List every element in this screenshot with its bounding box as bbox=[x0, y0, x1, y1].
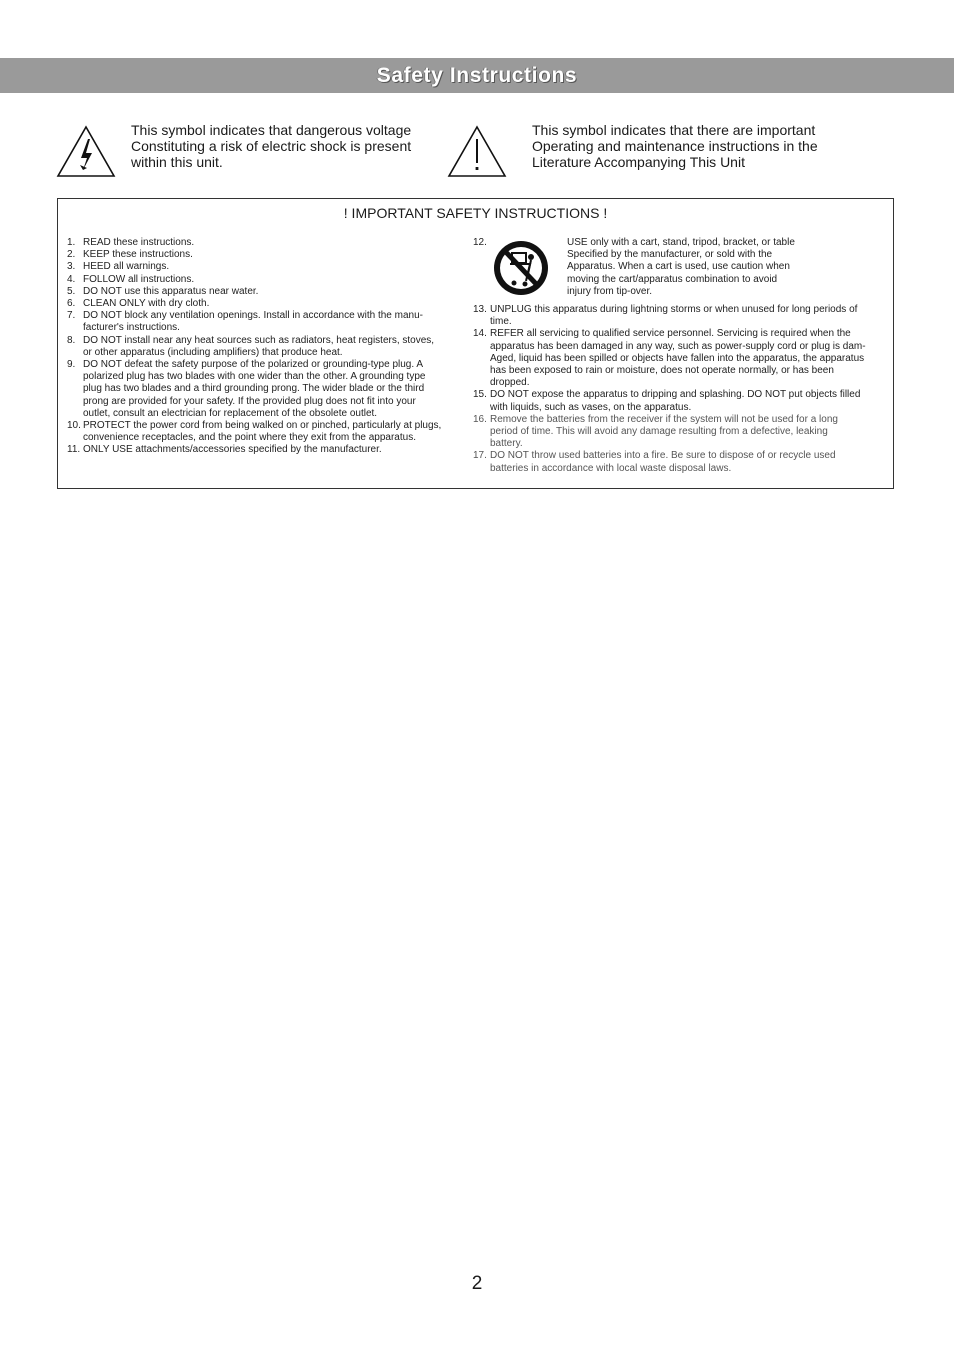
item-number: 11. bbox=[67, 444, 81, 456]
list-item bbox=[473, 328, 887, 389]
item-text bbox=[83, 237, 194, 249]
item-text bbox=[83, 298, 209, 310]
item-line: apparatus has been damaged in any way, such as power-supply cord or plug is dam- bbox=[490, 340, 866, 352]
list-item bbox=[67, 298, 465, 310]
item-number: 6. bbox=[67, 298, 76, 310]
item-line: ONLY USE attachments/accessories specified by the manufacturer. bbox=[83, 444, 382, 456]
item-line: DO NOT use this apparatus near water. bbox=[83, 285, 259, 297]
item-line: REFER all servicing to qualified service personnel. Servicing is required when the bbox=[490, 328, 851, 340]
item-text bbox=[83, 249, 193, 261]
list-item bbox=[67, 286, 465, 298]
list-item bbox=[67, 444, 465, 456]
item-line: DO NOT install near any heat sources such as radiators, heat registers, stoves, bbox=[83, 334, 435, 346]
item-number: 5. bbox=[67, 285, 76, 297]
item-line: Specified by the manufacturer, or sold with the bbox=[567, 249, 773, 261]
item-line: prong are provided for your safety. If the provided plug does not fit into your bbox=[83, 395, 416, 407]
symbol-description-instructions bbox=[532, 122, 842, 170]
item-line: READ these instructions. bbox=[83, 237, 195, 248]
symbol-line: This symbol indicates that there are important bbox=[532, 122, 816, 138]
list-item bbox=[67, 237, 465, 249]
item-line: batteries in accordance with local waste disposal laws. bbox=[490, 462, 732, 474]
item-number: 10. bbox=[67, 420, 81, 432]
box-title: ! IMPORTANT SAFETY INSTRUCTIONS ! bbox=[343, 205, 608, 221]
list-item bbox=[473, 304, 887, 328]
list-item bbox=[473, 450, 887, 474]
item-number: 14. bbox=[473, 328, 487, 340]
item-line: has been exposed to rain or moisture, does not operate normally, or has been bbox=[490, 365, 834, 377]
list-item bbox=[67, 420, 465, 444]
list-item bbox=[67, 249, 465, 261]
item-text bbox=[83, 310, 423, 334]
instructions-right-column bbox=[473, 237, 887, 475]
item-number: 3. bbox=[67, 261, 76, 273]
item-text bbox=[490, 389, 860, 413]
lightning-warning-triangle-icon bbox=[56, 125, 116, 178]
item-text bbox=[490, 414, 838, 451]
item-line: dropped. bbox=[490, 377, 530, 389]
item-line: DO NOT throw used batteries into a fire. Be sure to dispose of or recycle used bbox=[490, 450, 836, 462]
page-title: Safety Instructions bbox=[376, 63, 578, 87]
list-item bbox=[67, 261, 465, 273]
symbol-line: This symbol indicates that dangerous voltage bbox=[131, 122, 412, 138]
item-number: 16. bbox=[473, 413, 487, 425]
list-item bbox=[67, 310, 465, 334]
item-line: Apparatus. When a cart is used, use caution when bbox=[567, 261, 790, 273]
item-text bbox=[567, 237, 827, 298]
symbol-description-voltage bbox=[131, 122, 431, 170]
item-number: 2. bbox=[67, 249, 76, 261]
item-line: KEEP these instructions. bbox=[83, 249, 193, 261]
item-number: 15. bbox=[473, 389, 487, 401]
item-number: 12. bbox=[473, 237, 487, 248]
list-item bbox=[473, 414, 887, 451]
item-line: polarized plug has two blades with one wider than the other. A grounding type bbox=[83, 371, 426, 383]
item-text bbox=[83, 444, 382, 456]
symbol-line: Operating and maintenance instructions in the bbox=[532, 138, 818, 154]
item-text bbox=[490, 304, 857, 328]
item-line: or other apparatus (including amplifiers) that produce heat. bbox=[83, 346, 343, 358]
item-line: DO NOT defeat the safety purpose of the polarized or grounding-type plug. A bbox=[83, 359, 424, 371]
page-number: 2 bbox=[471, 1273, 483, 1294]
item-line: with liquids, such as vases, on the apparatus. bbox=[490, 401, 692, 413]
item-line: Aged, liquid has been spilled or objects have fallen into the apparatus, the apparatus bbox=[490, 352, 865, 364]
item-text bbox=[83, 286, 258, 298]
item-text bbox=[83, 420, 441, 444]
item-line: DO NOT block any ventilation openings. Install in accordance with the manu- bbox=[83, 310, 423, 322]
item-number: 7. bbox=[67, 310, 76, 322]
item-line: DO NOT expose the apparatus to dripping and splashing. DO NOT put objects filled bbox=[490, 389, 861, 401]
item-line: outlet, consult an electrician for replacement of the obsolete outlet. bbox=[83, 407, 378, 419]
item-line: battery. bbox=[490, 438, 523, 450]
symbol-line: Literature Accompanying This Unit bbox=[532, 154, 745, 170]
item-text bbox=[83, 359, 425, 420]
item-line: CLEAN ONLY with dry cloth. bbox=[83, 298, 210, 310]
item-line: USE only with a cart, stand, tripod, bracket, or table bbox=[567, 237, 795, 248]
exclamation-warning-triangle-icon bbox=[447, 125, 507, 178]
list-item-cart-warning bbox=[473, 237, 887, 304]
symbol-line: within this unit. bbox=[131, 154, 223, 170]
symbol-line: Constituting a risk of electric shock is present bbox=[131, 138, 412, 154]
item-line: injury from tip-over. bbox=[567, 285, 653, 297]
item-number: 13. bbox=[473, 304, 487, 315]
item-text bbox=[490, 328, 866, 389]
item-line: Remove the batteries from the receiver if the system will not be used for a long bbox=[490, 413, 838, 425]
cart-tip-over-warning-icon bbox=[490, 237, 552, 299]
item-text bbox=[490, 450, 836, 474]
item-line: plug has two blades and a third grounding prong. The wider blade or the third bbox=[83, 383, 425, 395]
item-number: 4. bbox=[67, 273, 76, 285]
item-text bbox=[83, 261, 169, 273]
item-text bbox=[83, 335, 434, 359]
item-line: UNPLUG this apparatus during lightning storms or when unused for long periods of bbox=[490, 304, 858, 315]
title-bar bbox=[0, 58, 954, 93]
item-number: 9. bbox=[67, 359, 76, 371]
list-item bbox=[67, 359, 465, 420]
list-item bbox=[67, 274, 465, 286]
item-line: period of time. This will avoid any damage resulting from a defective, leaking bbox=[490, 426, 828, 438]
item-line: convenience receptacles, and the point where they exit from the apparatus. bbox=[83, 432, 416, 444]
item-number: 8. bbox=[67, 334, 76, 346]
item-number: 1. bbox=[67, 237, 76, 248]
item-number: 17. bbox=[473, 450, 487, 462]
item-line: moving the cart/apparatus combination to avoid bbox=[567, 273, 778, 285]
instructions-left-column bbox=[67, 237, 465, 457]
item-line: facturer's instructions. bbox=[83, 322, 180, 334]
item-line: PROTECT the power cord from being walked on or pinched, particularly at plugs, bbox=[83, 420, 442, 432]
list-item bbox=[473, 389, 887, 413]
item-line: FOLLOW all instructions. bbox=[83, 273, 195, 285]
list-item bbox=[67, 335, 465, 359]
item-line: time. bbox=[490, 316, 512, 328]
item-line: HEED all warnings. bbox=[83, 261, 170, 273]
important-safety-instructions-box bbox=[57, 198, 894, 489]
item-text bbox=[83, 274, 194, 286]
